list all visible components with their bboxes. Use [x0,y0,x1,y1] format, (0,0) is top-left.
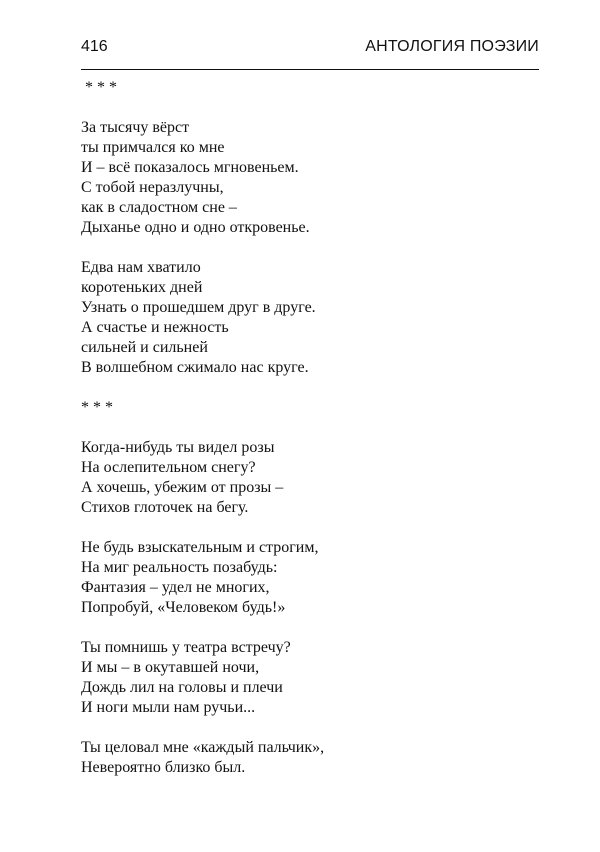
poem-line: Дыханье одно и одно откровенье. [81,219,310,236]
poem-2 [81,398,541,778]
header-rule [81,69,539,70]
poem-line: Дождь лил на головы и плечи [81,679,283,696]
poem-line: А счастье и нежность [81,319,229,336]
poem-line: Ты целовал мне «каждый пальчик», [81,739,325,756]
stanza [81,738,541,778]
stanza [81,258,541,378]
poem-line: Ты помнишь у театра встречу? [81,639,291,656]
poem-line: Не будь взыскательным и строгим, [81,539,319,556]
poem-1 [81,78,541,378]
poem-line: Едва нам хватило [81,259,201,276]
poem-line: ты примчался ко мне [81,139,225,156]
poem-line: Попробуй, «Человеком будь!» [81,599,286,616]
poem-line: На ослепительном снегу? [81,459,256,476]
poem-line: Узнать о прошедшем друг в друге. [81,299,316,316]
poem-line: сильней и сильней [81,339,208,356]
poem-separator: * * * [81,399,113,416]
stanza [81,118,541,238]
poem-line: За тысячу вёрст [81,119,190,136]
page-header [81,36,539,58]
poem-line: И – всё показалось мгновеньем. [81,159,299,176]
poem-line: И ноги мыли нам ручьи... [81,699,256,716]
poem-line: Фантазия – удел не многих, [81,579,270,596]
poem-line: Невероятно близко был. [81,759,246,776]
poem-line: А хочешь, убежим от прозы – [81,479,284,496]
poem-line: И мы – в окутавшей ночи, [81,659,260,676]
poem-line: В волшебном сжимало нас круге. [81,359,309,376]
poem-line: Стихов глоточек на бегу. [81,499,249,516]
poem-separator: * * * [85,79,117,96]
poem-body [81,78,541,798]
poem-line: коротеньких дней [81,279,203,296]
book-title: АНТОЛОГИЯ ПОЭЗИИ [365,38,539,55]
stanza [81,638,541,718]
poem-line: как в сладостном сне – [81,199,237,216]
page-number: 416 [81,38,108,55]
poem-line: С тобой неразлучны, [81,179,224,196]
poem-line: Когда-нибудь ты видел розы [81,439,275,456]
poem-line: На миг реальность позабудь: [81,559,278,576]
stanza [81,438,541,518]
stanza [81,538,541,618]
